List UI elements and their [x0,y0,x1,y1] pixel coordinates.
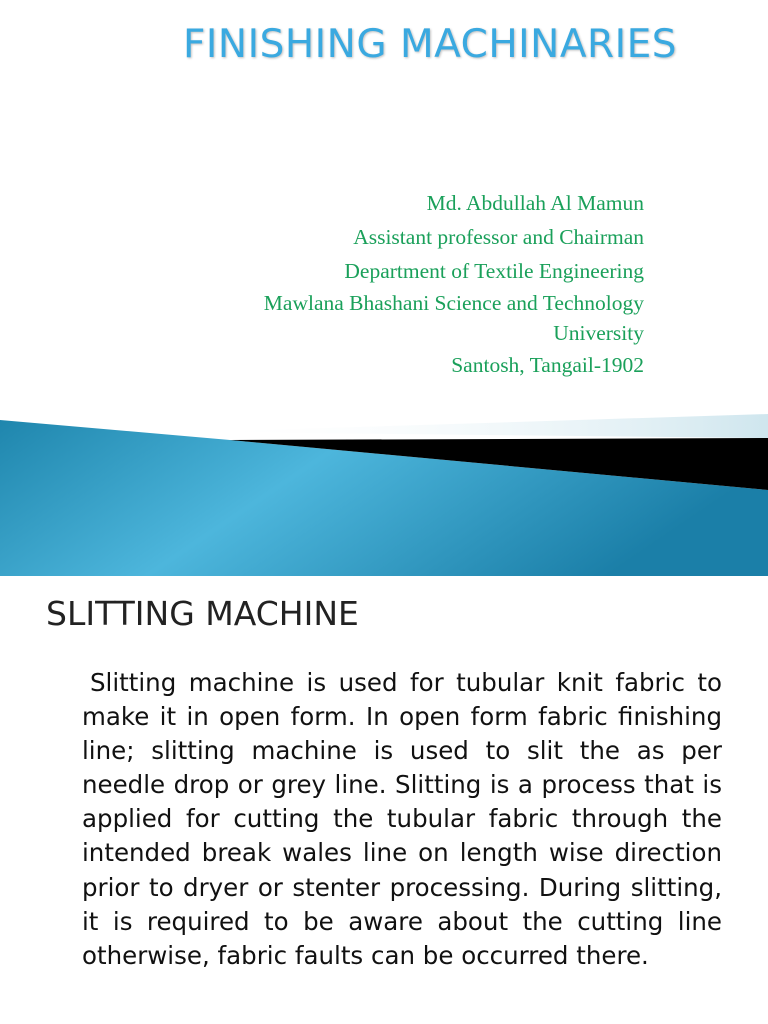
slide-paragraph: Slitting machine is used for tubular knit fabric to make it in open form. In open form fabric finishing line; slitting machine is used to slit the as per needle drop or grey line. Slitting is a process that is applied for cutting the tubular fabric through the intended break wales line on length wise direction prior to dryer or stenter processing. During slitting, it is required to be aware about the cutting line otherwise, fabric faults can be occurred there. [82,668,722,970]
author-university-line1: Mawlana Bhashani Science and Technology [263,291,644,315]
slide-title-heading: FINISHING MACHINARIES [182,22,678,67]
author-address: Santosh, Tangail-1902 [451,353,644,377]
decorative-band [0,410,768,576]
author-department: Department of Textile Engineering [344,259,644,283]
slide-slitting-machine [0,576,768,1024]
author-position: Assistant professor and Chairman [353,225,644,249]
author-name: Md. Abdullah Al Mamun [426,191,644,215]
author-university-line2: University [553,321,644,345]
author-block [124,186,644,382]
band-light-wedge [200,414,768,438]
slide-heading: SLITTING MACHINE [46,594,359,633]
